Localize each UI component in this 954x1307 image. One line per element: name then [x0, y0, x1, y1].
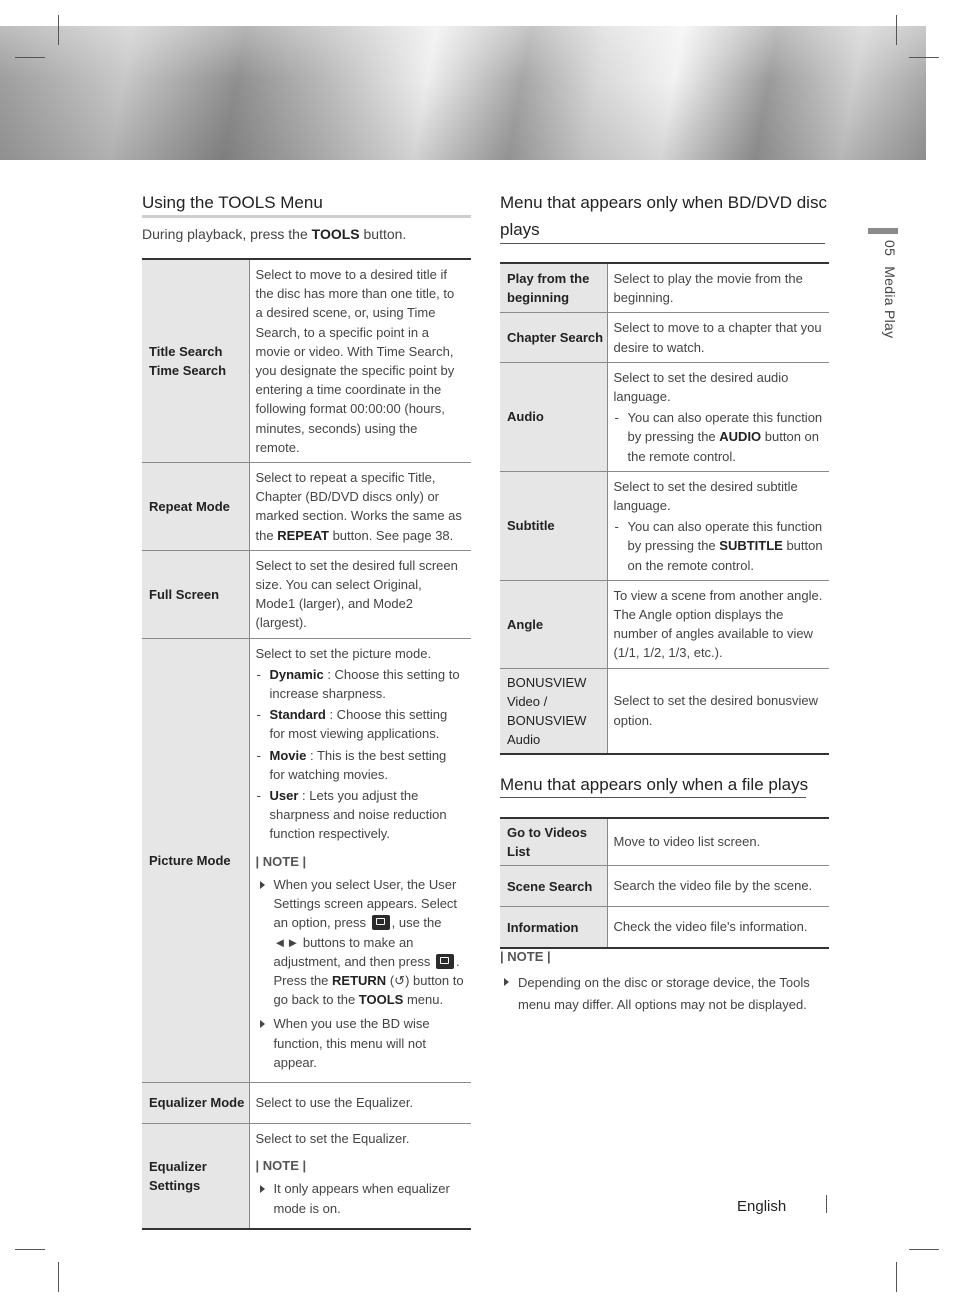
- row-desc-repeat-mode: Select to repeat a specific Title, Chapter (BD/DVD discs only) or marked section. Works the same as the REPEAT button. See page 38.: [249, 463, 471, 551]
- table-row: [500, 818, 829, 866]
- tools-menu-table: [142, 258, 471, 1230]
- chapter-number: 05: [882, 240, 898, 257]
- return-icon: ↺: [394, 972, 406, 988]
- row-key-title-search: Title Search Time Search: [142, 259, 249, 463]
- row-desc-bonusview: Select to set the desired bonusview option.: [607, 668, 829, 754]
- list-item: - Standard : Choose this setting for most viewing applications.: [256, 705, 466, 743]
- crop-mark: [58, 15, 59, 45]
- crop-mark: [15, 57, 45, 58]
- chapter-side-label: [882, 240, 898, 338]
- row-key-information: Information: [500, 907, 607, 949]
- row-desc-go-to-videos: Move to video list screen.: [607, 818, 829, 866]
- row-key-picture-mode: Picture Mode: [142, 638, 249, 1082]
- row-key-equalizer-settings: Equalizer Settings: [142, 1123, 249, 1228]
- row-desc-audio: [607, 362, 829, 471]
- row-key-chapter-search: Chapter Search: [500, 313, 607, 362]
- list-item: Depending on the disc or storage device, the Tools menu may differ. All options may not be displayed.: [500, 972, 830, 1016]
- list-item: - User : Lets you adjust the sharpness and noise reduction function respectively.: [256, 786, 466, 844]
- row-key-go-to-videos: Go to Videos List: [500, 818, 607, 866]
- note-label: | NOTE |: [500, 949, 551, 964]
- footer-language: English: [737, 1198, 787, 1215]
- row-key-equalizer-mode: Equalizer Mode: [142, 1082, 249, 1123]
- table-row: [500, 263, 829, 313]
- enter-button-icon: [372, 915, 390, 930]
- footer-divider: [826, 1195, 827, 1213]
- note-label: | NOTE |: [255, 853, 307, 869]
- list-item: It only appears when equalizer mode is on.: [256, 1179, 466, 1217]
- row-desc-title-search: Select to move to a desired title if the disc has more than one title, to a desired scene, or, using Time Search, to a specific point in a movie or video. With Time Search, you designate the specific point by entering a time coordinate in the following format 00:00:00 (hours, minutes, seconds) using the remote.: [249, 259, 471, 463]
- table-row: [500, 362, 829, 471]
- header-banner: [0, 26, 926, 160]
- table-row: [500, 471, 829, 580]
- row-desc-full-screen: Select to set the desired full screen size. You can select Original, Mode1 (larger), and Mode2 (largest).: [249, 550, 471, 638]
- section-title-file: Menu that appears only when a file plays: [500, 775, 809, 794]
- row-desc-picture-mode: [249, 638, 471, 1082]
- row-desc-angle: To view a scene from another angle. The Angle option displays the number of angles available to view (1/1, 1/2, 1/3, etc.).: [607, 580, 829, 668]
- list-item: - Movie : This is the best setting for watching movies.: [256, 746, 466, 784]
- table-row: [142, 1123, 471, 1228]
- row-key-repeat-mode: Repeat Mode: [142, 463, 249, 551]
- crop-mark: [909, 1249, 939, 1250]
- picture-mode-options: [256, 665, 466, 844]
- crop-mark: [58, 1262, 59, 1292]
- intro-text: During playback, press the TOOLS button.: [142, 226, 407, 242]
- list-item: - You can also operate this function by pressing the SUBTITLE button on the remote control.: [614, 517, 824, 575]
- note-list: [500, 972, 830, 1016]
- enter-button-icon: [436, 954, 454, 969]
- section-title-bd-dvd: Menu that appears only when BD/DVD disc plays: [500, 193, 827, 239]
- crop-mark: [896, 1262, 897, 1292]
- row-desc-equalizer-mode: Select to use the Equalizer.: [249, 1082, 471, 1123]
- note-list: [256, 1179, 466, 1217]
- section-title-tools-menu: Using the TOOLS Menu: [142, 193, 323, 212]
- row-key-full-screen: Full Screen: [142, 550, 249, 638]
- table-row: [500, 866, 829, 907]
- list-item: When you select User, the User Settings screen appears. Select an option, press , use the ◄► buttons to make an adjustment, and then press . Press the RETURN (↺) button to go back to the TOOLS menu.: [256, 875, 466, 1009]
- audio-desc: Select to set the desired audio language.: [613, 369, 789, 405]
- row-key-scene-search: Scene Search: [500, 866, 607, 907]
- table-row: [142, 1082, 471, 1123]
- list-item: - Dynamic : Choose this setting to increase sharpness.: [256, 665, 466, 703]
- chapter-tab-marker: [868, 228, 898, 234]
- row-key-angle: Angle: [500, 580, 607, 668]
- table-row: [142, 259, 471, 463]
- row-desc-chapter-search: Select to move to a chapter that you desire to watch.: [607, 313, 829, 362]
- picture-mode-desc: Select to set the picture mode.: [255, 645, 432, 661]
- subtitle-desc: Select to set the desired subtitle language.: [613, 478, 798, 514]
- table-row: [142, 550, 471, 638]
- equalizer-settings-desc: Select to set the Equalizer.: [255, 1130, 410, 1146]
- table-row: [142, 638, 471, 1082]
- row-desc-play-from-beginning: Select to play the movie from the beginning.: [607, 263, 829, 313]
- crop-mark: [896, 15, 897, 45]
- right-note: [500, 946, 830, 1021]
- row-key-play-from-beginning: Play from the beginning: [500, 263, 607, 313]
- table-row: [500, 668, 829, 754]
- list-item: When you use the BD wise function, this menu will not appear.: [256, 1014, 466, 1072]
- crop-mark: [909, 57, 939, 58]
- table-row: [500, 907, 829, 949]
- chapter-label: Media Play: [882, 266, 898, 339]
- table-row: [142, 463, 471, 551]
- row-desc-subtitle: [607, 471, 829, 580]
- table-row: [500, 580, 829, 668]
- list-item: - You can also operate this function by pressing the AUDIO button on the remote control.: [614, 408, 824, 466]
- audio-options: [614, 408, 824, 466]
- bd-dvd-menu-table: [500, 262, 829, 755]
- table-row: [500, 313, 829, 362]
- subtitle-options: [614, 517, 824, 575]
- row-key-bonusview: BONUSVIEW Video / BONUSVIEW Audio: [500, 668, 607, 754]
- note-list: [256, 875, 466, 1072]
- row-desc-equalizer-settings: [249, 1123, 471, 1228]
- row-key-audio: Audio: [500, 362, 607, 471]
- title-rule: [500, 797, 806, 798]
- note-label: | NOTE |: [255, 1158, 307, 1174]
- row-key-subtitle: Subtitle: [500, 471, 607, 580]
- title-rule: [500, 243, 825, 244]
- file-menu-table: [500, 817, 829, 949]
- crop-mark: [15, 1249, 45, 1250]
- row-desc-information: Check the video file's information.: [607, 907, 829, 949]
- row-desc-scene-search: Search the video file by the scene.: [607, 866, 829, 907]
- title-rule: [142, 215, 471, 218]
